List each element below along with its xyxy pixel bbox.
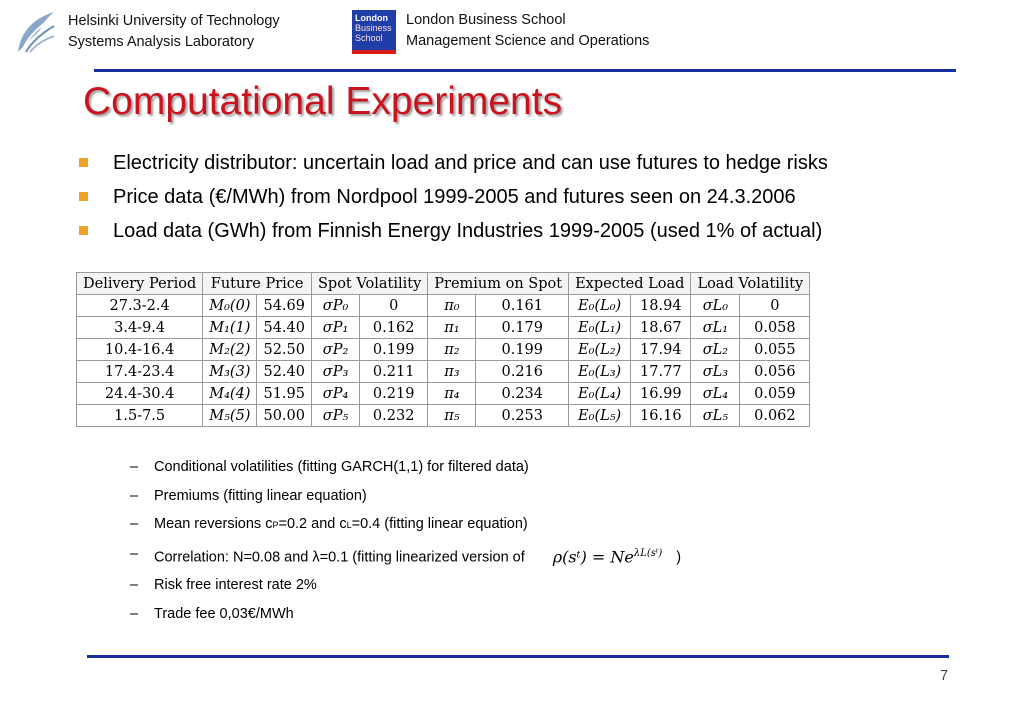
lbs-logo-bar <box>352 50 396 54</box>
col-expected-load: Expected Load <box>569 273 691 295</box>
bullet-item: Load data (GWh) from Finnish Energy Industries 1999-2005 (used 1% of actual) <box>78 214 828 248</box>
table-cell: 3.4-9.4 <box>77 317 203 339</box>
table-row <box>77 405 810 427</box>
table-cell: E₀(L₁) <box>569 317 631 339</box>
table-cell: 17.4-23.4 <box>77 361 203 383</box>
table-cell: 0.253 <box>476 405 569 427</box>
table-cell: 17.77 <box>631 361 691 383</box>
hut-logo <box>14 8 58 56</box>
table-cell: M₁(1) <box>203 317 257 339</box>
table-cell: π₄ <box>428 383 476 405</box>
table-cell: 18.94 <box>631 295 691 317</box>
table-cell: 0.216 <box>476 361 569 383</box>
bullet-item: Electricity distributor: uncertain load and price and can use futures to hedge risks <box>78 146 828 180</box>
lbs-logo-word-2: Business <box>355 23 392 33</box>
bullet-square-icon <box>79 226 88 235</box>
table-row <box>77 295 810 317</box>
sub-bullet-item: – Premiums (fitting linear equation) <box>130 487 367 504</box>
table-cell: σP₀ <box>311 295 359 317</box>
bullet-item: Price data (€/MWh) from Nordpool 1999-2005 and futures seen on 24.3.2006 <box>78 180 828 214</box>
table-cell: 50.00 <box>257 405 312 427</box>
table-cell: 1.5-7.5 <box>77 405 203 427</box>
table-cell: 0.232 <box>360 405 428 427</box>
table-cell: σP₂ <box>311 339 359 361</box>
table-cell: π₀ <box>428 295 476 317</box>
table-cell: σL₂ <box>691 339 740 361</box>
table-cell: 16.99 <box>631 383 691 405</box>
col-future-price: Future Price <box>203 273 312 295</box>
top-rule <box>94 69 956 72</box>
table-cell: σL₄ <box>691 383 740 405</box>
hut-header-text <box>68 11 280 53</box>
table-cell: 54.40 <box>257 317 312 339</box>
table-cell: σP₁ <box>311 317 359 339</box>
lbs-name: London Business School <box>406 12 566 28</box>
table-cell: E₀(L₅) <box>569 405 631 427</box>
table-cell: M₃(3) <box>203 361 257 383</box>
table-cell: σL₀ <box>691 295 740 317</box>
col-delivery-period: Delivery Period <box>77 273 203 295</box>
table-cell: M₅(5) <box>203 405 257 427</box>
table-cell: 18.67 <box>631 317 691 339</box>
sub-bullet-item: – Correlation: N=0.08 and λ=0.1 (fitting linearized version of ρ(sᵗ) = $Ne^{\lambda L(sᵗ)}$ ) <box>130 540 681 572</box>
table-cell: 0.062 <box>740 405 810 427</box>
table-cell: σP₅ <box>311 405 359 427</box>
table-cell: 0.059 <box>740 383 810 405</box>
table-row <box>77 339 810 361</box>
hut-lab: Systems Analysis Laboratory <box>68 34 255 50</box>
page-number: 7 <box>940 668 949 684</box>
bullet-square-icon <box>79 192 88 201</box>
table-cell: M₀(0) <box>203 295 257 317</box>
table-cell: 52.40 <box>257 361 312 383</box>
table-cell: σP₃ <box>311 361 359 383</box>
table-cell: M₂(2) <box>203 339 257 361</box>
table-cell: 10.4-16.4 <box>77 339 203 361</box>
col-premium-on-spot: Premium on Spot <box>428 273 569 295</box>
table-cell: 24.4-30.4 <box>77 383 203 405</box>
table-cell: 0.199 <box>476 339 569 361</box>
table-cell: π₂ <box>428 339 476 361</box>
experiment-data-table <box>76 272 810 427</box>
sub-bullet-item: – Trade fee 0,03€/MWh <box>130 605 294 622</box>
table-cell: 0.211 <box>360 361 428 383</box>
col-spot-volatility: Spot Volatility <box>311 273 427 295</box>
table-cell: 0 <box>360 295 428 317</box>
table-cell: 0.056 <box>740 361 810 383</box>
table-cell: 0.058 <box>740 317 810 339</box>
lbs-logo-word-1: London <box>355 13 388 23</box>
col-load-volatility: Load Volatility <box>691 273 810 295</box>
bottom-rule <box>87 655 949 658</box>
table-cell: 0.179 <box>476 317 569 339</box>
table-cell: 0.161 <box>476 295 569 317</box>
table-row <box>77 383 810 405</box>
bullet-square-icon <box>79 158 88 167</box>
table-cell: E₀(L₃) <box>569 361 631 383</box>
table-row <box>77 361 810 383</box>
table-cell: 16.16 <box>631 405 691 427</box>
table-cell: E₀(L₀) <box>569 295 631 317</box>
hut-name: Helsinki University of Technology <box>68 13 280 29</box>
table-cell: 54.69 <box>257 295 312 317</box>
table-cell: 0.199 <box>360 339 428 361</box>
sub-bullet-item: – Conditional volatilities (fitting GARCH(1,1) for filtered data) <box>130 459 529 475</box>
table-cell: σL₅ <box>691 405 740 427</box>
table-cell: 52.50 <box>257 339 312 361</box>
lbs-logo <box>352 10 396 53</box>
main-bullets <box>78 146 828 248</box>
lbs-logo-word-3: School <box>355 33 383 43</box>
correlation-formula: ρ(sᵗ) = $Ne^{\lambda L(sᵗ)}$ <box>552 546 663 566</box>
sub-bullets <box>130 453 681 628</box>
slide-title: Computational Experiments <box>83 80 563 123</box>
table-cell: E₀(L₂) <box>569 339 631 361</box>
table-cell: E₀(L₄) <box>569 383 631 405</box>
table-cell: 0 <box>740 295 810 317</box>
table-cell: σP₄ <box>311 383 359 405</box>
table-cell: 0.234 <box>476 383 569 405</box>
table-cell: 51.95 <box>257 383 312 405</box>
table-row <box>77 317 810 339</box>
table-cell: π₃ <box>428 361 476 383</box>
lbs-header-text <box>406 10 649 52</box>
table-cell: 0.219 <box>360 383 428 405</box>
sub-bullet-item: – Mean reversions cP=0.2 and cL=0.4 (fitting linear equation) <box>130 516 528 532</box>
sub-bullet-item: – Risk free interest rate 2% <box>130 577 317 594</box>
table-cell: 17.94 <box>631 339 691 361</box>
lbs-dept: Management Science and Operations <box>406 33 650 49</box>
table-cell: π₁ <box>428 317 476 339</box>
table-cell: σL₁ <box>691 317 740 339</box>
table-cell: σL₃ <box>691 361 740 383</box>
table-cell: π₅ <box>428 405 476 427</box>
table-cell: M₄(4) <box>203 383 257 405</box>
table-cell: 0.162 <box>360 317 428 339</box>
table-cell: 27.3-2.4 <box>77 295 203 317</box>
table-cell: 0.055 <box>740 339 810 361</box>
table-header-row <box>77 273 810 295</box>
